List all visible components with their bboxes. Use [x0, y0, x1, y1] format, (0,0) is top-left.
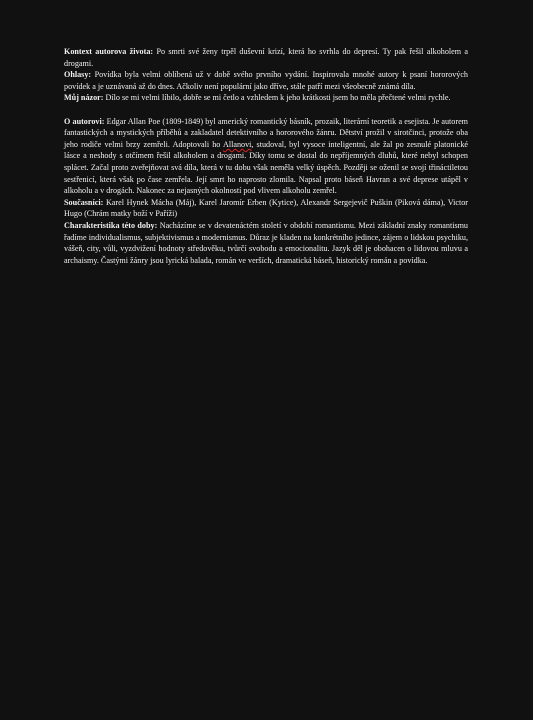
spellcheck-word[interactable]: Allanovi [222, 139, 252, 149]
context-text: Po smrti své ženy trpěl duševní krizí, která ho svrhla do depresí. Ty pak řešil alkoholem a drogami. [64, 47, 468, 68]
author-label: O autorovi: [64, 116, 105, 126]
paragraph-context [64, 46, 468, 69]
author-text-end: , studoval, byl vysoce inteligentní, ale žal po zesnulé platonické lásce a neshody s otčímem řešil alkoholem a drogami. Díky tomu se dostal do nepříjemných dluhů, které nebyl schopen splácet. Začal proto zveřejňovat svá díla, která v tu dobu však neměla velký úspěch. Později se oženil se svojí třináctiletou sestřenicí, která však po čase zemřela. Její smrt ho naprosto zlomila. Napsal proto báseň Havran a své deprese utápěl v alkoholu a v drogách. Nakonec za nejasných okolností pod vlivem alkoholu zemřel. [64, 139, 468, 196]
paragraph-spacer [64, 104, 468, 116]
paragraph-era [64, 220, 468, 266]
paragraph-opinion [64, 92, 468, 104]
reception-label: Ohlasy: [64, 70, 92, 80]
document-page [30, 0, 503, 720]
document-body [64, 46, 468, 266]
context-label: Kontext autorova života: [64, 47, 154, 56]
opinion-text: Dílo se mi velmi líbilo, dobře se mi četlo a vzhledem k jeho krátkosti jsem ho měla přečtené velmi rychle. [103, 93, 451, 103]
paragraph-reception [64, 69, 468, 92]
era-label: Charakteristika této doby: [64, 220, 158, 230]
paragraph-author [64, 116, 468, 197]
reception-text: Povídka byla velmi oblíbená už v době svého prvního vydání. Inspirovala mnohé autory k psaní hororových povídek a je uznávaná až do dnes. Ačkoliv není populární jako dříve, stále patří mezi všeobecně známá díla. [64, 70, 468, 91]
author-text-start: Edgar Allan Poe (1809-1849) byl americký romantický básník, prozaik, literární teoretik a esejista. Je autorem fantastických a mystických příběhů a zakladatel detektivního a hororového žánru. Dětství prožil v sirotčinci, protože oba jeho rodiče velmi brzy zemřeli. Adoptovali ho [64, 116, 468, 149]
paragraph-contemporaries [64, 197, 468, 220]
contemporaries-label: Současníci: [64, 197, 104, 207]
contemporaries-text: Karel Hynek Mácha (Máj), Karel Jaromír Erben (Kytice), Alexandr Sergejevič Puškin (Piková dáma), Victor Hugo (Chrám matky boží v Paříži) [64, 197, 468, 219]
era-text: Nacházíme se v devatenáctém století v období romantismu. Mezi základní znaky romantismu řadíme individualismus, subjektivismus a modernismus. Důraz je kladen na konkrétního jedince, zájem o lidskou psychiku, vášeň, city, vůli, vyzdvižení hodnoty středověku, tvůrčí svobodu a emocionalitu. Jazyk děl je obohacen o lidovou mluvu a archaismy. Častými žánry jsou lyrická balada, román ve verších, dramatická báseň, historický román a povídka. [64, 220, 468, 265]
opinion-label: Můj názor: [64, 93, 104, 103]
